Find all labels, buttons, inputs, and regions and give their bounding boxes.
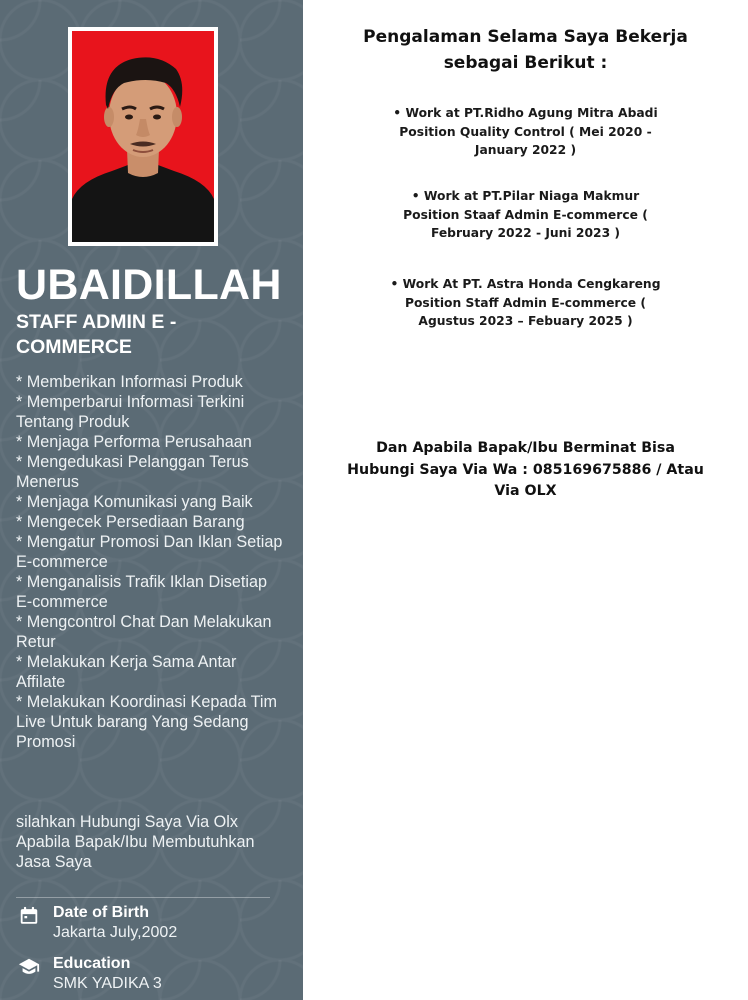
list-item: * Melakukan Kerja Sama Antar Affilate <box>16 653 237 691</box>
person-portrait-icon <box>72 31 214 242</box>
profile-photo <box>68 27 218 246</box>
list-item: * Melakukan Koordinasi Kepada Tim Live Untuk barang Yang Sedang Promosi <box>16 693 277 751</box>
divider <box>16 897 270 898</box>
job-entry: • Work at PT.Ridho Agung Mitra Abadi Position Quality Control ( Mei 2020 - January 2022 ) <box>393 106 658 157</box>
list-item: * Memperbarui Informasi Terkini Tentang Produk <box>16 393 245 431</box>
education-value: SMK YADIKA 3 <box>53 975 162 992</box>
candidate-job-title: STAFF ADMIN E - COMMERCE <box>16 311 177 358</box>
profile-sidebar <box>0 0 303 1000</box>
closing-contact: Dan Apabila Bapak/Ibu Berminat Bisa Hubungi Saya Via Wa : 085169675886 / Atau Via OLX <box>347 440 704 499</box>
list-item: * Mengedukasi Pelanggan Terus Menerus <box>16 453 249 491</box>
graduation-cap-icon <box>16 956 42 978</box>
date-of-birth-value: Jakarta July,2002 <box>53 924 178 941</box>
calendar-icon <box>16 905 42 927</box>
duties-list <box>16 372 286 752</box>
list-item: * Mengatur Promosi Dan Iklan Setiap E-commerce <box>16 533 283 571</box>
job-entry: • Work at PT.Pilar Niaga Makmur Position Staaf Admin E-commerce ( February 2022 - Juni 2023 ) <box>403 189 648 240</box>
list-item: * Memberikan Informasi Produk <box>16 373 243 391</box>
list-item: * Mengcontrol Chat Dan Melakukan Retur <box>16 613 272 651</box>
job-entry: • Work At PT. Astra Honda Cengkareng Position Staff Admin E-commerce ( Agustus 2023 – Febuary 2025 ) <box>390 277 661 328</box>
list-item: * Mengecek Persediaan Barang <box>16 513 245 531</box>
experience-section <box>303 0 748 1000</box>
date-of-birth-label: Date of Birth <box>53 904 149 921</box>
candidate-name: UBAIDILLAH <box>16 261 282 309</box>
education-label: Education <box>53 955 131 972</box>
list-item: * Menganalisis Trafik Iklan Disetiap E-commerce <box>16 573 268 611</box>
experience-heading: Pengalaman Selama Saya Bekerja sebagai Berikut : <box>363 27 688 73</box>
contact-note: silahkan Hubungi Saya Via Olx Apabila Bapak/Ibu Membutuhkan Jasa Saya <box>16 813 255 871</box>
list-item: * Menjaga Komunikasi yang Baik <box>16 493 253 511</box>
list-item: * Menjaga Performa Perusahaan <box>16 433 252 451</box>
